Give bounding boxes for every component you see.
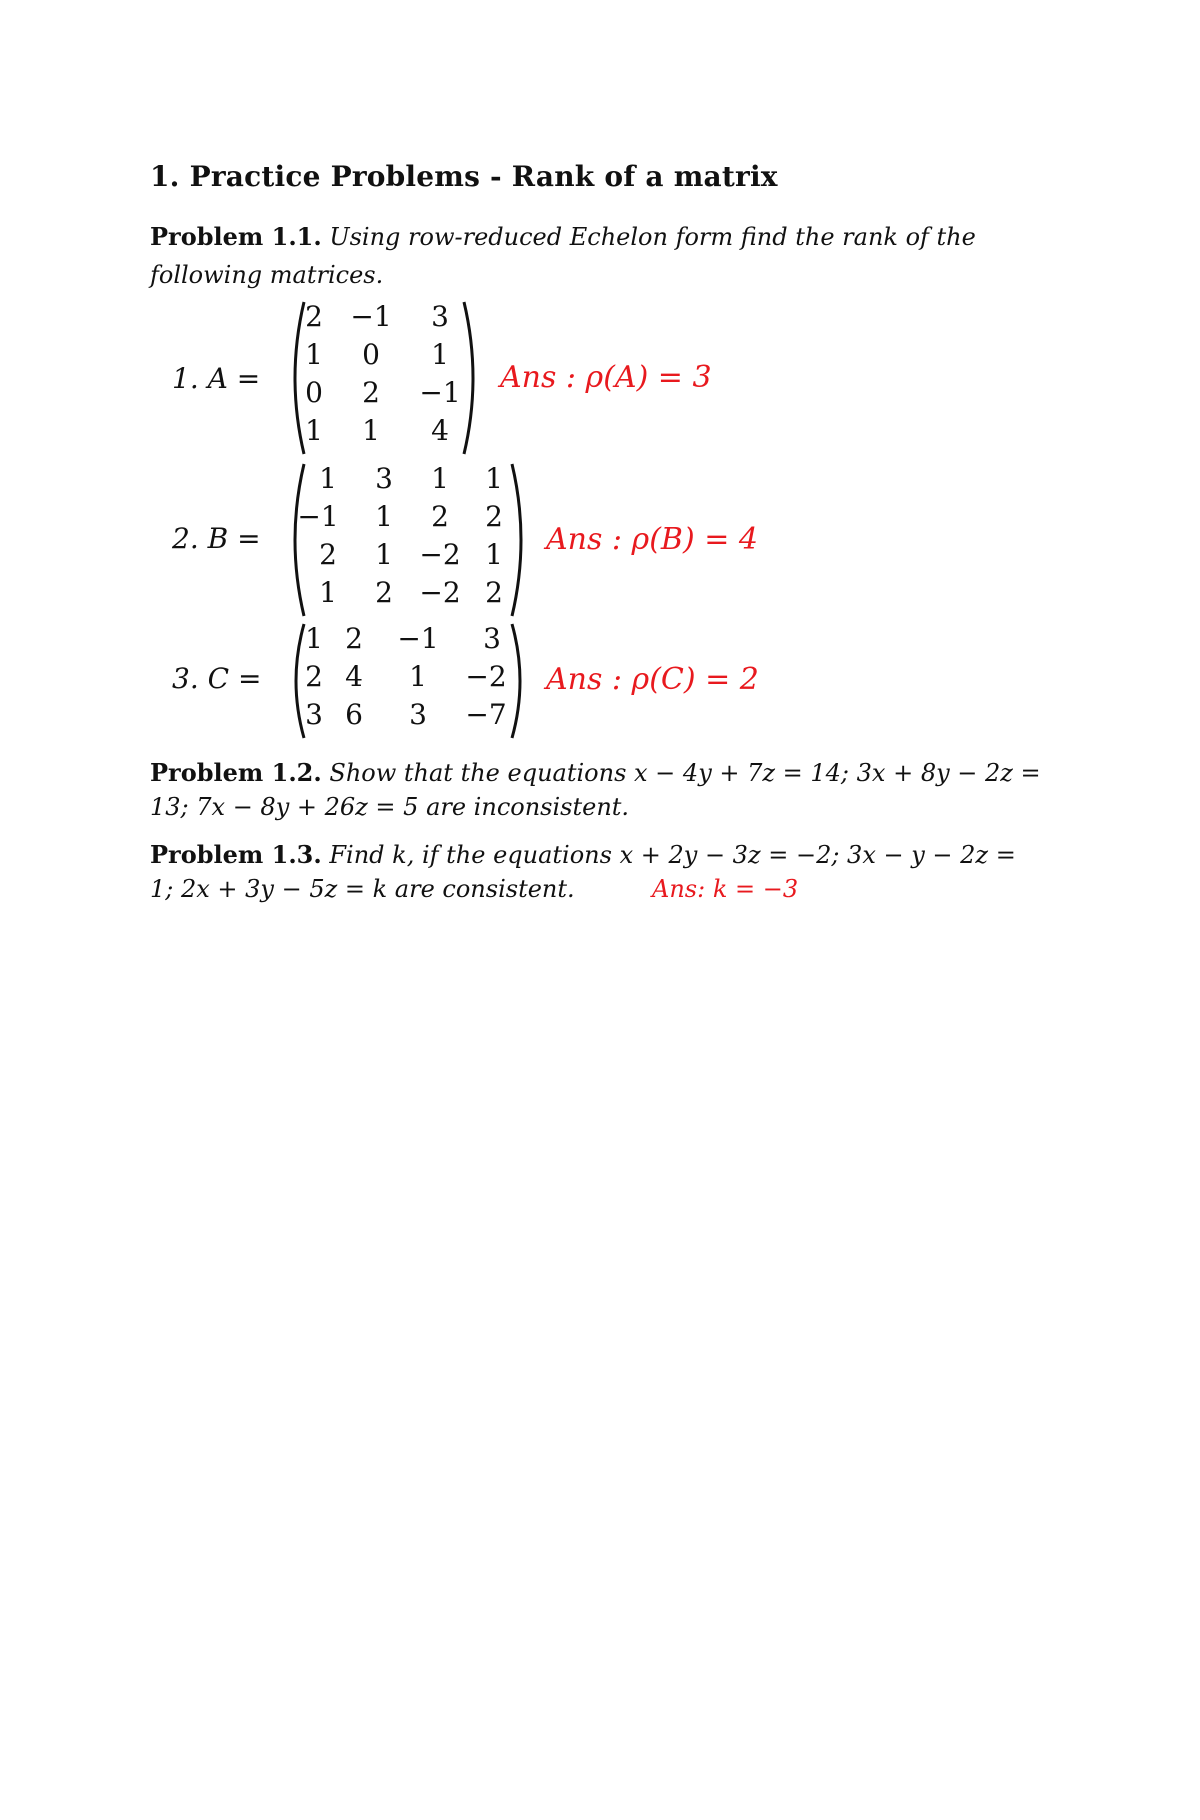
matrix-cell: 6 bbox=[345, 698, 363, 731]
matrix-b-name: B bbox=[207, 522, 229, 555]
matrix-cell: 2 bbox=[431, 500, 449, 533]
matrix-cell: 4 bbox=[431, 414, 449, 447]
matrix-a bbox=[284, 298, 484, 458]
problem-1-3-line2: 1; 2x + 3y − 5z = k are consistent. bbox=[150, 875, 575, 903]
matrix-cell: 3 bbox=[375, 462, 393, 495]
matrix-cell: 1 bbox=[305, 414, 323, 447]
matrix-cell: 1 bbox=[431, 338, 449, 371]
matrix-c-index: 3. bbox=[172, 662, 199, 695]
matrix-cell: 3 bbox=[305, 698, 323, 731]
problem-1-1-line1 bbox=[150, 220, 976, 254]
matrix-cell: 2 bbox=[485, 576, 503, 609]
matrix-cell: −1 bbox=[297, 500, 339, 533]
matrix-cell: −2 bbox=[419, 538, 461, 571]
matrix-cell: 1 bbox=[485, 538, 503, 571]
matrix-cell: 1 bbox=[431, 462, 449, 495]
matrix-cell: 1 bbox=[319, 576, 337, 609]
matrix-b-label: 2. B = bbox=[172, 522, 261, 555]
problem-1-2-text: Show that the equations x − 4y + 7z = 14; 3x + 8y − 2z = bbox=[329, 759, 1041, 787]
matrix-cell: 2 bbox=[362, 376, 380, 409]
matrix-cell: 0 bbox=[305, 376, 323, 409]
matrix-cell: −7 bbox=[465, 698, 507, 731]
problem-1-3-line1 bbox=[150, 838, 1016, 872]
matrix-c-name: C bbox=[207, 662, 230, 695]
problem-1-3-label: Problem 1.3. bbox=[150, 840, 322, 869]
matrix-cell: −1 bbox=[419, 376, 461, 409]
matrix-c bbox=[284, 620, 532, 742]
matrix-a-label: 1. A = bbox=[172, 362, 261, 395]
section-number: 1. bbox=[150, 160, 180, 193]
problem-1-1-line2: following matrices. bbox=[150, 261, 384, 289]
matrix-cell: 2 bbox=[319, 538, 337, 571]
matrix-cell: 2 bbox=[345, 622, 363, 655]
matrix-cell: 1 bbox=[409, 660, 427, 693]
matrix-cell: 3 bbox=[409, 698, 427, 731]
matrix-cell: 1 bbox=[305, 338, 323, 371]
matrix-cell: 3 bbox=[483, 622, 501, 655]
problem-1-1-label: Problem 1.1. bbox=[150, 222, 322, 251]
problem-1-2-line1 bbox=[150, 756, 1041, 790]
matrix-cell: −2 bbox=[465, 660, 507, 693]
matrix-cell: 2 bbox=[305, 300, 323, 333]
matrix-b bbox=[284, 460, 532, 620]
matrix-cell: 2 bbox=[305, 660, 323, 693]
matrix-a-name: A bbox=[207, 362, 228, 395]
matrix-cell: −1 bbox=[350, 300, 392, 333]
matrix-b-answer: Ans : ρ(B) = 4 bbox=[546, 522, 758, 557]
matrix-cell: 1 bbox=[362, 414, 380, 447]
matrix-cell: 2 bbox=[375, 576, 393, 609]
matrix-c-answer: Ans : ρ(C) = 2 bbox=[546, 662, 759, 697]
problem-1-3-text: Find k, if the equations x + 2y − 3z = −2; 3x − y − 2z = bbox=[329, 841, 1016, 869]
matrix-cell: −1 bbox=[397, 622, 439, 655]
matrix-cell: 4 bbox=[345, 660, 363, 693]
matrix-c-label: 3. C = bbox=[172, 662, 262, 695]
matrix-cell: 1 bbox=[375, 500, 393, 533]
section-heading bbox=[150, 160, 778, 193]
matrix-cell: 1 bbox=[375, 538, 393, 571]
matrix-cell: 1 bbox=[485, 462, 503, 495]
section-title: Practice Problems - Rank of a matrix bbox=[189, 160, 778, 193]
matrix-cell: 0 bbox=[362, 338, 380, 371]
problem-1-2-line2: 13; 7x − 8y + 26z = 5 are inconsistent. bbox=[150, 793, 630, 821]
matrix-cell: 2 bbox=[485, 500, 503, 533]
problem-1-3-answer: Ans: k = −3 bbox=[652, 875, 799, 903]
matrix-a-answer: Ans : ρ(A) = 3 bbox=[500, 360, 712, 395]
problem-1-1-text: Using row-reduced Echelon form find the rank of the bbox=[329, 223, 976, 251]
matrix-b-index: 2. bbox=[172, 522, 199, 555]
matrix-cell: −2 bbox=[419, 576, 461, 609]
matrix-a-index: 1. bbox=[172, 362, 199, 395]
matrix-cell: 3 bbox=[431, 300, 449, 333]
matrix-cell: 1 bbox=[305, 622, 323, 655]
problem-1-2-label: Problem 1.2. bbox=[150, 758, 322, 787]
matrix-cell: 1 bbox=[319, 462, 337, 495]
